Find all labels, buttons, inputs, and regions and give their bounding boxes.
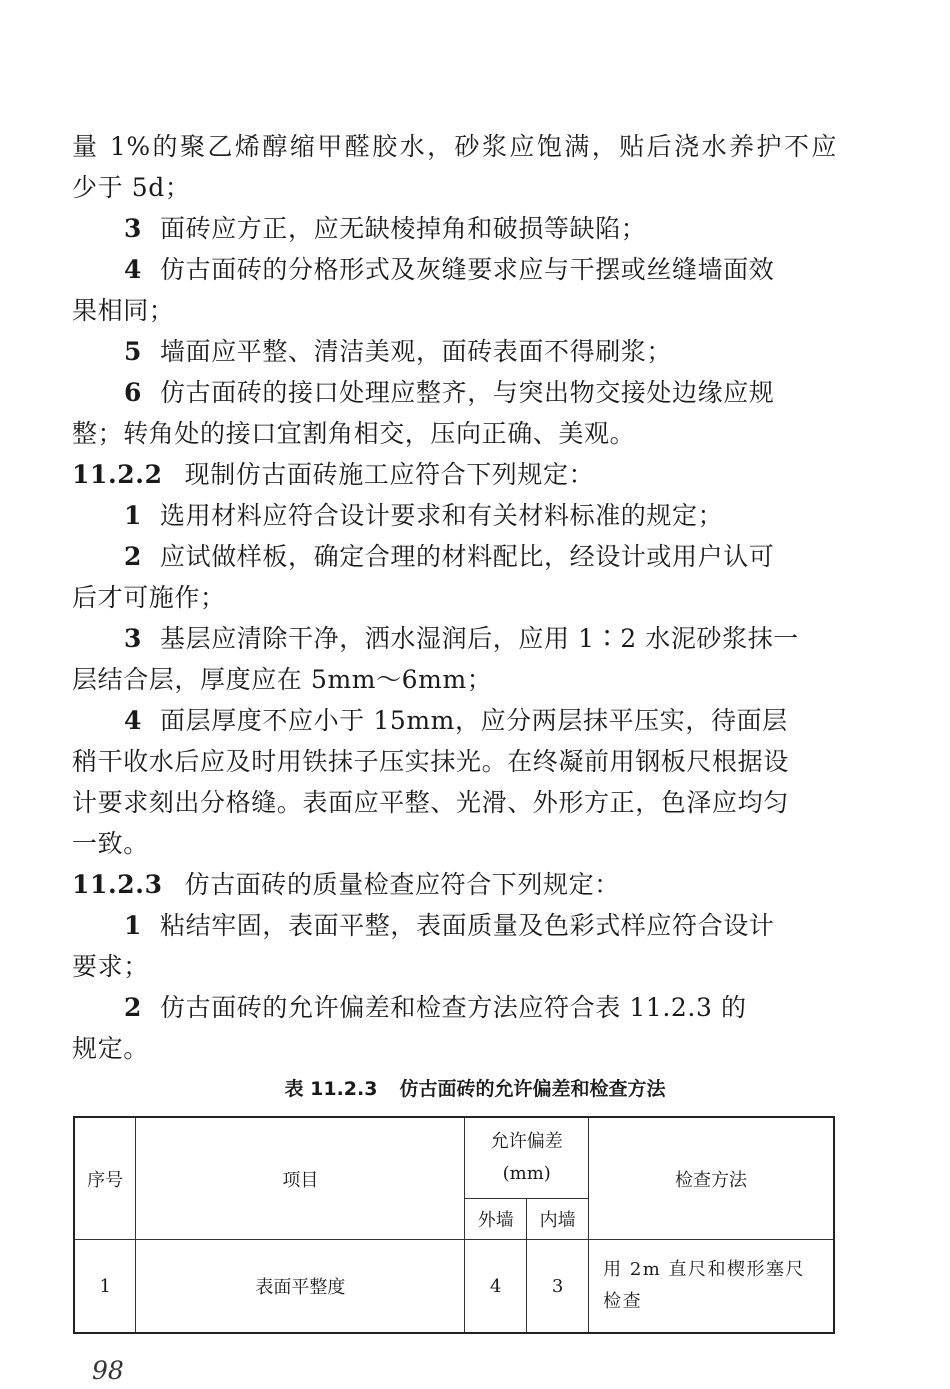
list-item [124,208,889,249]
table-caption-title: 仿古面砖的允许偏差和检查方法 [399,1078,666,1100]
item-number: 3 [124,624,142,653]
item-text: 墙面应平整、清洁美观，面砖表面不得刷浆； [160,337,673,366]
section-number: 11.2.2 [72,460,163,489]
paragraph-line: 层结合层，厚度应在 5mm～6mm； [72,665,493,694]
cell-item: 表面平整度 [136,1240,465,1334]
item-number: 2 [124,993,142,1022]
item-number: 1 [124,501,142,530]
section-text: 现制仿古面砖施工应符合下列规定： [184,460,595,489]
item-number: 2 [124,542,142,571]
paragraph-line: 稍干收水后应及时用铁抹子压实抹光。在终凝前用钢板尺根据设 [72,747,789,776]
item-number: 1 [124,911,142,940]
table-caption [0,1074,950,1104]
list-item [124,905,889,946]
tolerance-table [73,1116,835,1334]
list-item [124,331,889,372]
item-text: 应试做样板，确定合理的材料配比，经设计或用户认可 [160,542,775,571]
item-text: 面砖应方正，应无缺棱掉角和破损等缺陷； [160,214,647,243]
header-seq: 序号 [74,1117,136,1240]
list-item [124,249,837,290]
item-text: 粘结牢固，表面平整，表面质量及色彩式样应符合设计 [160,911,775,940]
item-number: 6 [124,378,142,407]
paragraph-line: 一致。 [72,829,149,858]
section-heading [72,454,837,495]
item-number: 4 [124,706,142,735]
list-item [124,987,889,1028]
cell-seq: 1 [74,1240,136,1334]
header-tolerance-unit: (mm) [502,1163,551,1184]
item-number: 3 [124,214,142,243]
paragraph-line: 少于 5d； [72,173,191,202]
item-text: 基层应清除干净，洒水湿润后，应用 1∶2 水泥砂浆抹一 [160,624,799,653]
header-item: 项目 [136,1117,465,1240]
section-number: 11.2.3 [72,870,163,899]
paragraph-line: 整；转角处的接口宜割角相交，压向正确、美观。 [72,419,636,448]
table-caption-number: 表 11.2.3 [284,1078,378,1100]
cell-inner: 3 [527,1240,589,1334]
table-row [74,1240,834,1334]
header-inner-wall: 内墙 [527,1199,589,1240]
item-text: 仿古面砖的分格形式及灰缝要求应与干摆或丝缝墙面效 [160,255,775,284]
paragraph-line: 要求； [72,952,149,981]
header-method: 检查方法 [589,1117,834,1240]
cell-outer: 4 [465,1240,527,1334]
paragraph-line: 量 1%的聚乙烯醇缩甲醛胶水，砂浆应饱满，贴后浇水养护不应 [72,132,837,161]
list-item [124,495,889,536]
section-text: 仿古面砖的质量检查应符合下列规定： [184,870,620,899]
paragraph-line: 计要求刻出分格缝。表面应平整、光滑、外形方正，色泽应均匀 [72,788,789,817]
item-text: 仿古面砖的接口处理应整齐，与突出物交接处边缘应规 [160,378,775,407]
table-header-row [74,1117,834,1199]
list-item [124,618,889,659]
item-number: 4 [124,255,142,284]
item-text: 仿古面砖的允许偏差和检查方法应符合表 11.2.3 的 [160,993,747,1022]
list-item [124,700,889,741]
paragraph-line: 后才可施作； [72,583,226,612]
page-number: 98 [92,1356,124,1385]
item-number: 5 [124,337,142,366]
item-text: 选用材料应符合设计要求和有关材料标准的规定； [160,501,724,530]
section-heading [72,864,837,905]
header-tolerance-label: 允许偏差 [490,1131,563,1152]
header-outer-wall: 外墙 [465,1199,527,1240]
paragraph-line: 规定。 [72,1034,149,1063]
list-item [124,536,889,577]
header-tolerance [465,1117,589,1199]
cell-method: 用 2m 直尺和楔形塞尺检查 [589,1240,834,1334]
paragraph-line: 果相同； [72,296,175,325]
list-item [124,372,889,413]
item-text: 面层厚度不应小于 15mm，应分两层抹平压实，待面层 [160,706,788,735]
